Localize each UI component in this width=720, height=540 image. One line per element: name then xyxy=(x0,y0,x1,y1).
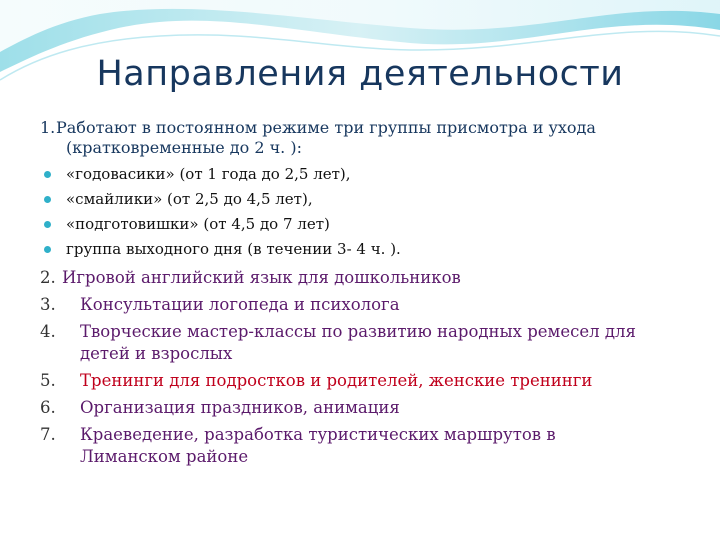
item-text: Творческие мастер-классы по развитию народных ремесел для xyxy=(80,322,636,341)
bullet-icon xyxy=(44,221,51,228)
item-number: 6. xyxy=(40,398,56,417)
list-item xyxy=(40,267,700,289)
intro-text-line1: Работают в постоянном режиме три группы присмотра и ухода xyxy=(56,118,596,137)
intro-number: 1. xyxy=(40,118,56,137)
item-text-continued: Лиманском районе xyxy=(80,447,249,466)
group-bullet xyxy=(40,214,700,234)
item-number: 7. xyxy=(40,425,56,444)
item-text: Тренинги для подростков и родителей, женские тренинги xyxy=(80,371,593,390)
bullet-icon xyxy=(44,171,51,178)
activities-list xyxy=(40,118,700,468)
bullet-text: «смайлики» (от 2,5 до 4,5 лет), xyxy=(66,190,313,208)
bullet-text: «подготовишки» (от 4,5 до 7 лет) xyxy=(66,215,330,233)
bullet-text: «годовасики» (от 1 года до 2,5 лет), xyxy=(66,165,351,183)
intro-item xyxy=(40,118,700,158)
item-text: Организация праздников, анимация xyxy=(80,398,400,417)
intro-text-line2: (кратковременные до 2 ч. ): xyxy=(66,138,302,157)
list-item xyxy=(40,294,700,316)
item-number: 2. xyxy=(40,268,56,287)
item-text-continued: детей и взрослых xyxy=(80,344,233,363)
group-bullet xyxy=(40,189,700,209)
list-item xyxy=(40,424,700,468)
group-bullet xyxy=(40,239,700,259)
group-bullet xyxy=(40,164,700,184)
page-title: Направления деятельности xyxy=(96,54,624,94)
list-item xyxy=(40,397,700,419)
list-item xyxy=(40,370,700,392)
item-number: 3. xyxy=(40,295,56,314)
list-item xyxy=(40,321,700,365)
item-number: 5. xyxy=(40,371,56,390)
bullet-icon xyxy=(44,246,51,253)
item-text: Игровой английский язык для дошкольников xyxy=(62,268,461,287)
bullet-text: группа выходного дня (в течении 3- 4 ч. ). xyxy=(66,240,401,258)
item-text: Краеведение, разработка туристических маршрутов в xyxy=(80,425,556,444)
item-text: Консультации логопеда и психолога xyxy=(80,295,400,314)
bullet-icon xyxy=(44,196,51,203)
item-number: 4. xyxy=(40,322,56,341)
